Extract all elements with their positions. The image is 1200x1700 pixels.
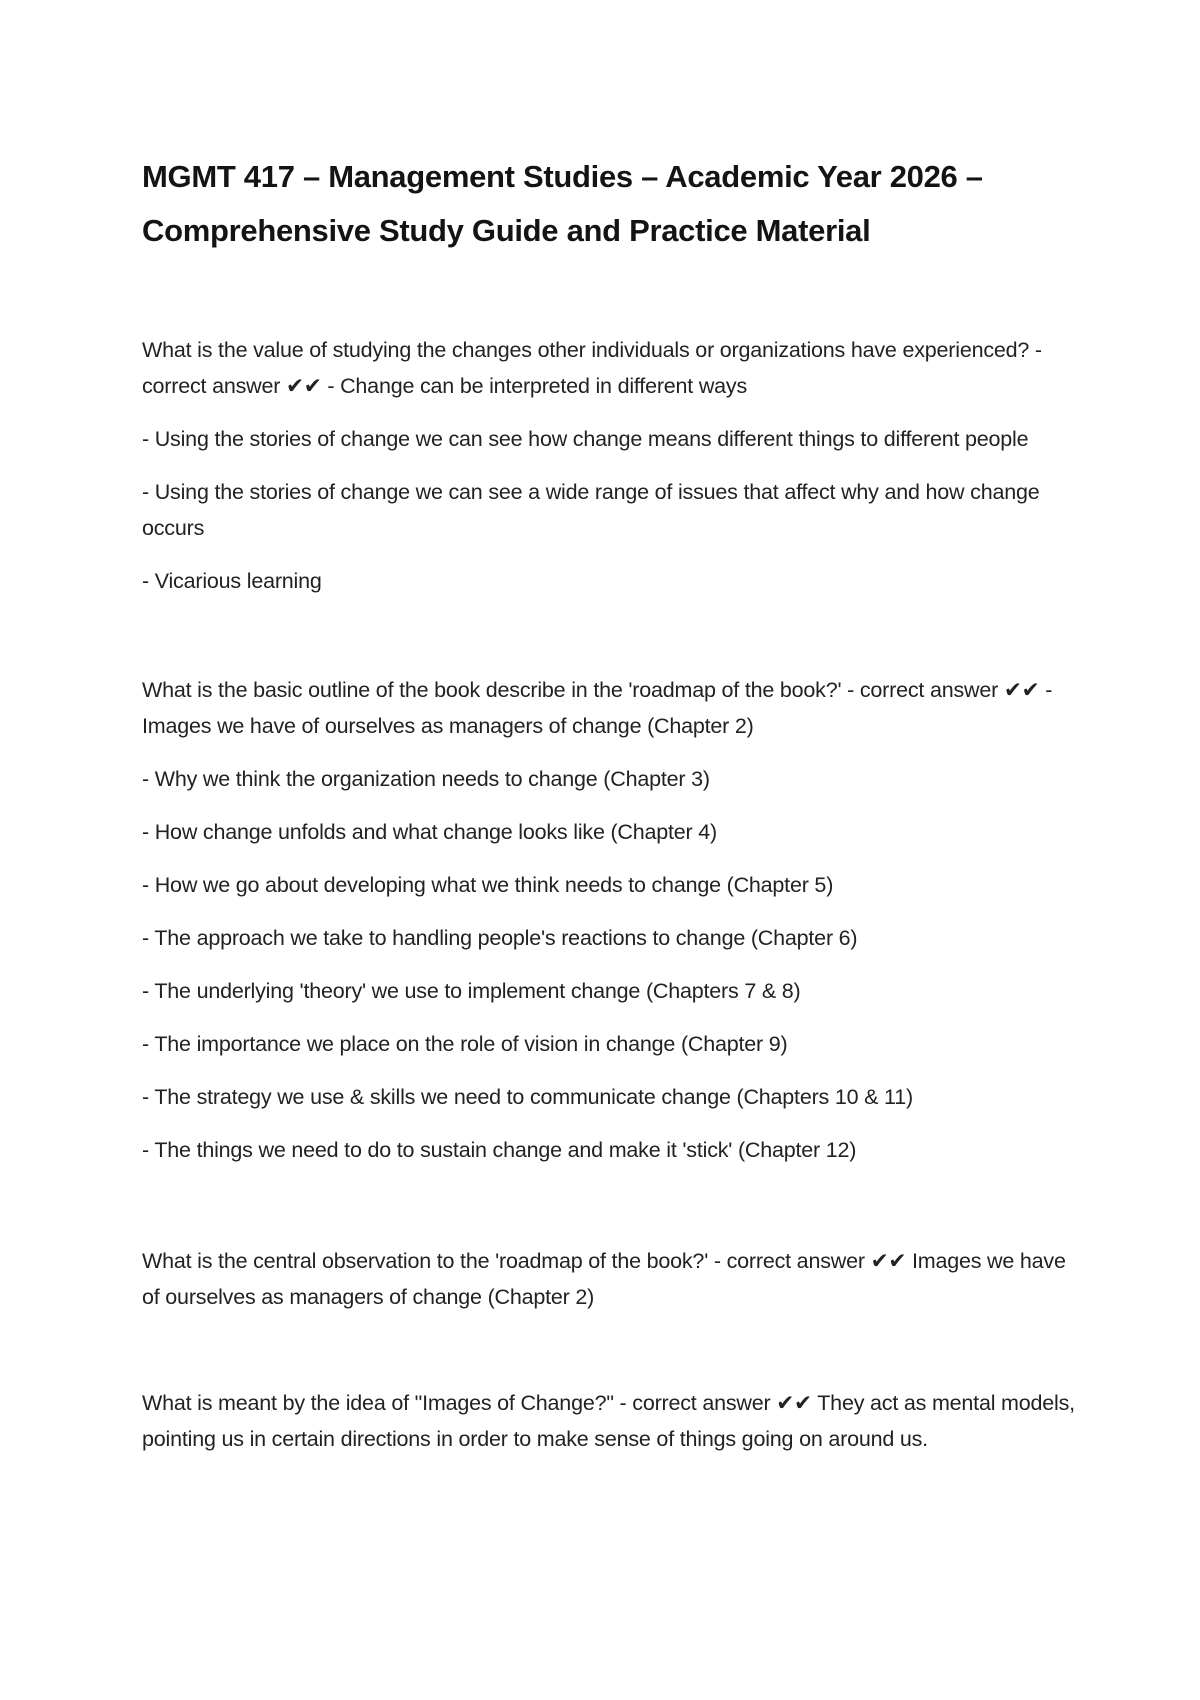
answer-line: - How change unfolds and what change looks like (Chapter 4) — [142, 820, 718, 844]
answer-line: - The strategy we use & skills we need to communicate change (Chapters 10 & 11) — [142, 1085, 913, 1109]
question-answer: What is the central observation to the 'roadmap of the book?' - correct answer ✔✔ Images we have of ourselves as managers of change (Chapter 2) — [142, 1249, 1066, 1309]
question-answer: What is meant by the idea of "Images of Change?" - correct answer ✔✔ They act as mental models, pointing us in certain directions in order to make sense of things going on around us. — [142, 1391, 1075, 1451]
question-answer: What is the basic outline of the book describe in the 'roadmap of the book?' - correct answer ✔✔ - Images we have of ourselves as managers of change (Chapter 2) — [142, 678, 1053, 738]
qa-block — [142, 672, 1082, 1185]
qa-block — [142, 332, 1082, 616]
answer-line: - The approach we take to handling people's reactions to change (Chapter 6) — [142, 926, 858, 950]
answer-line: - How we go about developing what we think needs to change (Chapter 5) — [142, 873, 834, 897]
question-answer: What is the value of studying the changes other individuals or organizations have experienced? - correct answer ✔✔ - Change can be interpreted in different ways — [142, 338, 1042, 398]
answer-line: - Using the stories of change we can see a wide range of issues that affect why and how change occurs — [142, 480, 1040, 540]
answer-line: - The importance we place on the role of vision in change (Chapter 9) — [142, 1032, 788, 1056]
qa-block — [142, 1385, 1082, 1474]
answer-line: - Why we think the organization needs to change (Chapter 3) — [142, 767, 710, 791]
answer-line: - The underlying 'theory' we use to implement change (Chapters 7 & 8) — [142, 979, 801, 1003]
document-title: MGMT 417 – Management Studies – Academic Year 2026 – Comprehensive Study Guide and Practice Material — [142, 159, 983, 248]
answer-line: - Using the stories of change we can see how change means different things to different people — [142, 427, 1029, 451]
answer-line: - Vicarious learning — [142, 569, 322, 593]
qa-block — [142, 1243, 1082, 1332]
answer-line: - The things we need to do to sustain change and make it 'stick' (Chapter 12) — [142, 1138, 857, 1162]
